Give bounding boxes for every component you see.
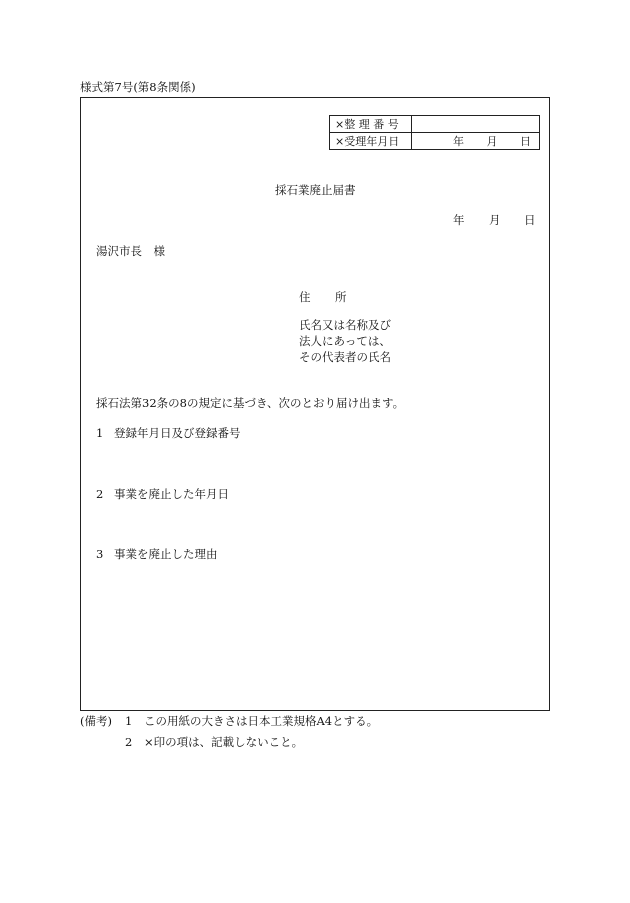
note-1-number: 1 — [125, 714, 133, 728]
date-month: 月 — [489, 213, 501, 227]
item-2-text: 事業を廃止した年月日 — [114, 487, 229, 501]
addressee: 湯沢市長 様 — [96, 244, 165, 258]
received-month: 月 — [486, 135, 498, 148]
date-day: 日 — [524, 213, 536, 227]
registry-row-received — [330, 133, 540, 150]
received-day: 日 — [520, 135, 531, 148]
registry-number-label: ×整 理 番 号 — [330, 116, 412, 133]
document-title: 採石業廃止届書 — [275, 183, 356, 197]
registry-received-field[interactable] — [412, 133, 540, 150]
item-1-text: 登録年月日及び登録番号 — [114, 426, 241, 440]
statement: 採石法第32条の8の規定に基づき、次のとおり届け出ます。 — [96, 396, 405, 410]
address-label-2: 所 — [335, 290, 347, 304]
name-label-line-3: その代表者の氏名 — [299, 350, 391, 364]
address-label-1: 住 — [299, 290, 311, 304]
received-year: 年 — [453, 135, 464, 148]
registry-number-field[interactable] — [412, 116, 540, 133]
notes-label: (備考) — [80, 714, 112, 728]
item-3-number: 3 — [96, 547, 104, 561]
form-number: 様式第7号(第8条関係) — [80, 80, 196, 94]
item-2-number: 2 — [96, 487, 104, 501]
note-2-text: ×印の項は、記載しないこと。 — [144, 735, 304, 749]
registry-table — [329, 115, 540, 150]
name-label-line-1: 氏名又は名称及び — [299, 318, 391, 332]
date-year: 年 — [453, 213, 465, 227]
note-1-text: この用紙の大きさは日本工業規格A4とする。 — [144, 714, 379, 728]
item-3-text: 事業を廃止した理由 — [114, 547, 218, 561]
registry-received-label: ×受理年月日 — [330, 133, 412, 150]
registry-row-number — [330, 116, 540, 133]
name-label-line-2: 法人にあっては、 — [299, 334, 391, 348]
note-2-number: 2 — [125, 735, 133, 749]
item-1-number: 1 — [96, 426, 104, 440]
